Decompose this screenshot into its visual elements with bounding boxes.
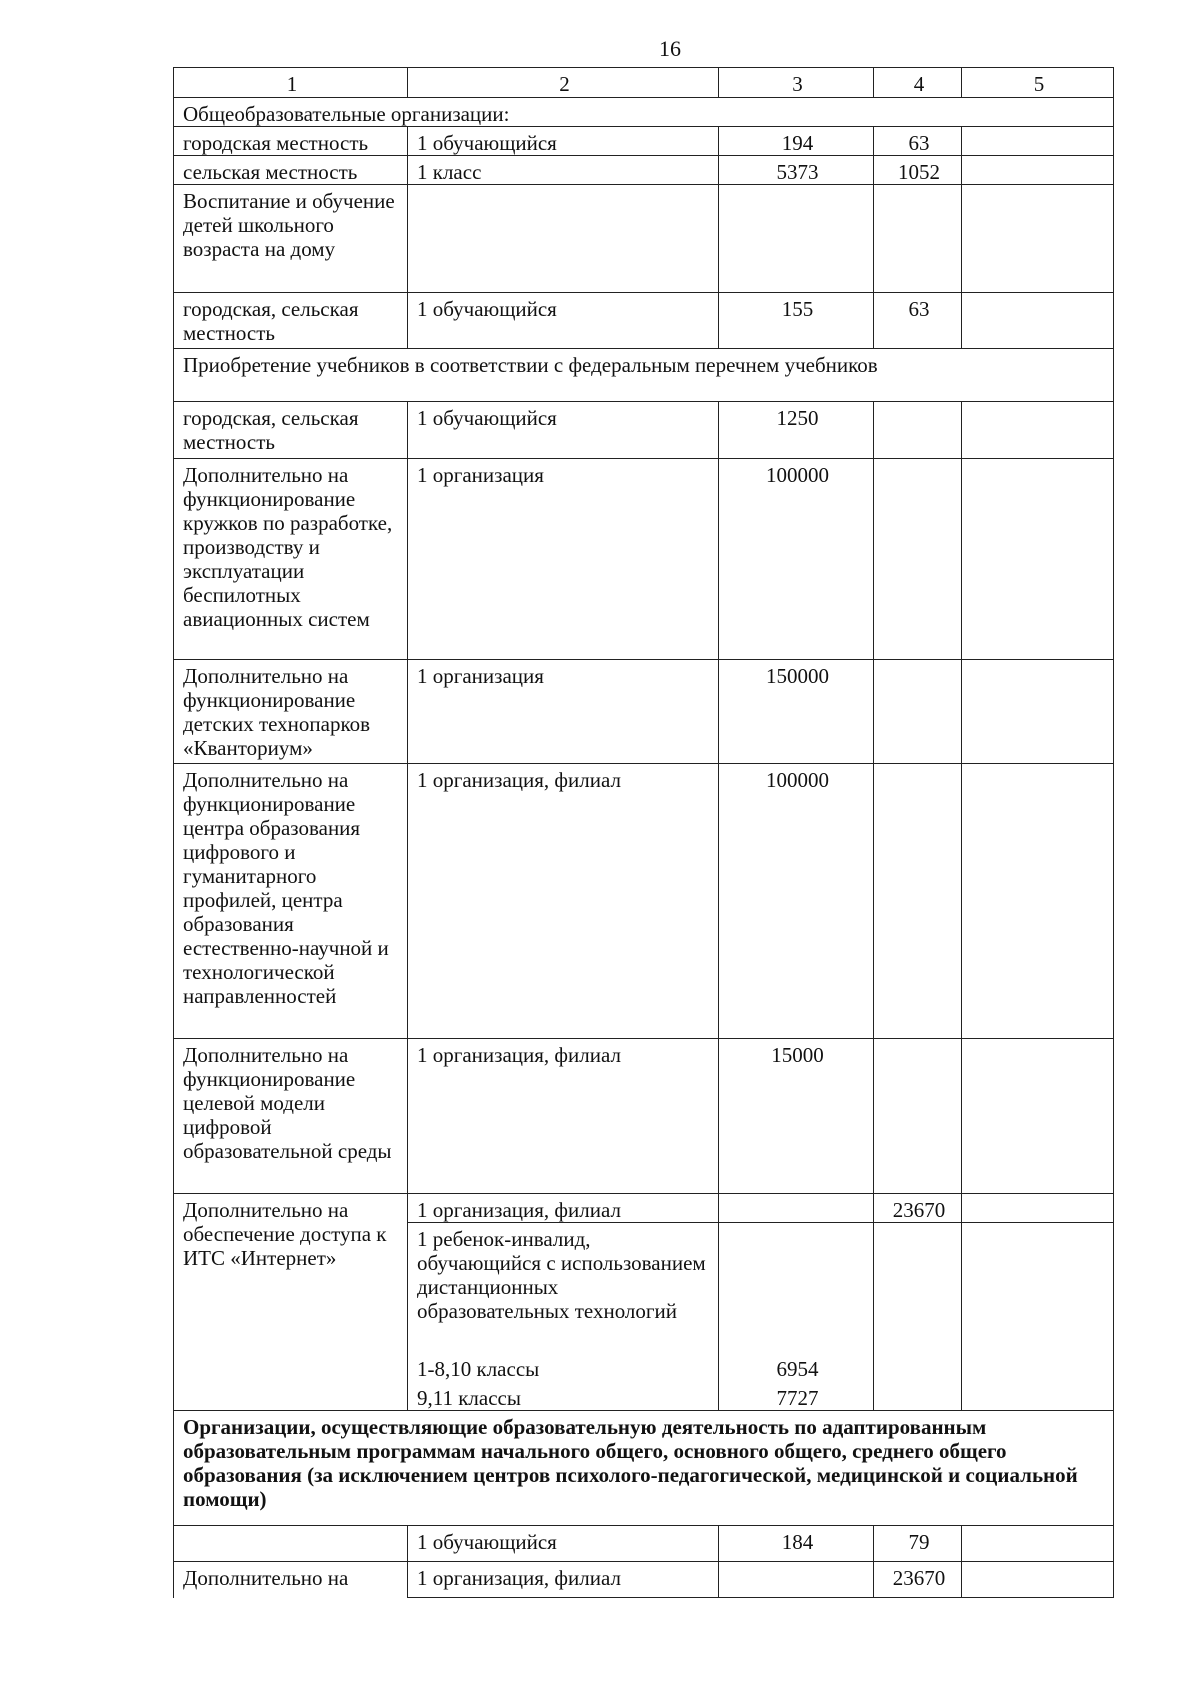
row-unit: 1 обучающийся <box>408 293 719 349</box>
row-label-home-education: Воспитание и обучение детей школьного возраста на дому <box>174 185 408 293</box>
row-label: городская, сельская местность <box>174 402 408 459</box>
row-value-4 <box>874 660 962 764</box>
row-value-5 <box>962 764 1114 1039</box>
row-value-4 <box>874 1353 962 1382</box>
section-row <box>174 98 1114 127</box>
row-value-4: 23670 <box>874 1562 962 1598</box>
row-value-5 <box>962 1526 1114 1562</box>
table-row <box>174 764 1114 1039</box>
row-value-5 <box>962 1382 1114 1411</box>
row-label-quantorium: Дополнительно на функционирование детских технопарков «Кванториум» <box>174 660 408 764</box>
header-col-5: 5 <box>962 68 1114 98</box>
row-value-3: 1250 <box>719 402 874 459</box>
row-unit: 1 организация, филиал <box>408 764 719 1039</box>
row-value-5 <box>962 660 1114 764</box>
row-value-5 <box>962 1223 1114 1353</box>
row-value-5 <box>962 1039 1114 1194</box>
section-row <box>174 349 1114 402</box>
row-value-5 <box>962 156 1114 185</box>
row-value-3: 6954 <box>719 1353 874 1382</box>
row-value-3: 150000 <box>719 660 874 764</box>
row-value-3: 184 <box>719 1526 874 1562</box>
row-value-3: 155 <box>719 293 874 349</box>
row-unit: 1 класс <box>408 156 719 185</box>
row-label: городская местность <box>174 127 408 156</box>
row-label-digital-environment: Дополнительно на функционирование целевой модели цифровой образовательной среды <box>174 1039 408 1194</box>
table-row <box>174 127 1114 156</box>
header-col-2: 2 <box>408 68 719 98</box>
row-value-5 <box>962 185 1114 293</box>
table-row <box>174 1194 1114 1223</box>
row-label: сельская местность <box>174 156 408 185</box>
row-label-education-center: Дополнительно на функционирование центра образования цифрового и гуманитарного профилей, центра образования естественно-научной и технологической направленностей <box>174 764 408 1039</box>
header-row <box>174 68 1114 98</box>
row-value-3 <box>719 1194 874 1223</box>
row-value-3 <box>719 185 874 293</box>
row-unit-disabled-child: 1 ребенок-инвалид, обучающийся с использованием дистанционных образовательных технологий <box>408 1223 719 1353</box>
row-value-4: 63 <box>874 127 962 156</box>
row-unit-grades: 9,11 классы <box>408 1382 719 1411</box>
section-row <box>174 1411 1114 1526</box>
row-value-5 <box>962 1194 1114 1223</box>
row-unit <box>408 185 719 293</box>
row-unit: 1 обучающийся <box>408 402 719 459</box>
row-value-3 <box>719 1562 874 1598</box>
table-row <box>174 1039 1114 1194</box>
header-col-4: 4 <box>874 68 962 98</box>
table-row <box>174 459 1114 660</box>
row-value-4 <box>874 402 962 459</box>
row-value-4 <box>874 764 962 1039</box>
row-value-5 <box>962 1353 1114 1382</box>
row-value-4: 1052 <box>874 156 962 185</box>
row-unit: 1 организация <box>408 660 719 764</box>
row-value-5 <box>962 459 1114 660</box>
row-value-5 <box>962 127 1114 156</box>
row-unit: 1 организация, филиал <box>408 1039 719 1194</box>
header-col-3: 3 <box>719 68 874 98</box>
row-unit: 1 организация <box>408 459 719 660</box>
table-row <box>174 1562 1114 1598</box>
section-textbooks: Приобретение учебников в соответствии с федеральным перечнем учебников <box>174 349 1114 402</box>
row-value-3: 194 <box>719 127 874 156</box>
page-number: 16 <box>659 36 681 61</box>
section-adapted-programs: Организации, осуществляющие образовательную деятельность по адаптированным образовательным программам начального общего, основного общего, среднего общего образования (за исключением центров психолого-педагогической, медицинской и социальной помощи) <box>174 1411 1114 1526</box>
row-unit: 1 обучающийся <box>408 1526 719 1562</box>
row-value-5 <box>962 402 1114 459</box>
row-label <box>174 1526 408 1562</box>
row-unit: 1 организация, филиал <box>408 1562 719 1598</box>
row-value-3: 100000 <box>719 764 874 1039</box>
allocation-table <box>173 67 1114 1598</box>
row-value-3: 15000 <box>719 1039 874 1194</box>
row-value-3: 100000 <box>719 459 874 660</box>
row-value-3 <box>719 1223 874 1353</box>
row-unit: 1 обучающийся <box>408 127 719 156</box>
row-value-3: 5373 <box>719 156 874 185</box>
row-value-4: 63 <box>874 293 962 349</box>
row-value-4 <box>874 1223 962 1353</box>
row-label: Дополнительно на <box>174 1562 408 1598</box>
row-value-5 <box>962 1562 1114 1598</box>
section-general-education: Общеобразовательные организации: <box>174 98 1114 127</box>
row-value-4 <box>874 185 962 293</box>
row-value-4 <box>874 1382 962 1411</box>
table-row <box>174 1526 1114 1562</box>
row-value-4 <box>874 1039 962 1194</box>
table-row <box>174 660 1114 764</box>
row-unit: 1 организация, филиал <box>408 1194 719 1223</box>
row-value-4: 23670 <box>874 1194 962 1223</box>
table-row <box>174 185 1114 293</box>
row-value-4: 79 <box>874 1526 962 1562</box>
header-col-1: 1 <box>174 68 408 98</box>
table-row <box>174 402 1114 459</box>
row-unit-grades: 1-8,10 классы <box>408 1353 719 1382</box>
row-label-drones: Дополнительно на функционирование кружков по разработке, производству и эксплуатации беспилотных авиационных систем <box>174 459 408 660</box>
row-value-3: 7727 <box>719 1382 874 1411</box>
table-row <box>174 156 1114 185</box>
row-label: городская, сельская местность <box>174 293 408 349</box>
row-label-internet: Дополнительно на обеспечение доступа к ИТС «Интернет» <box>174 1194 408 1411</box>
row-value-4 <box>874 459 962 660</box>
table-row <box>174 293 1114 349</box>
row-value-5 <box>962 293 1114 349</box>
